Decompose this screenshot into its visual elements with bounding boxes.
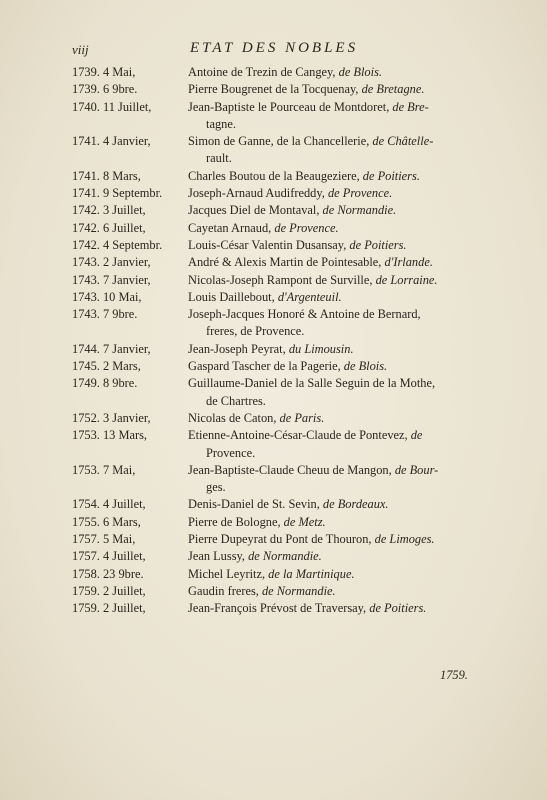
entry-text	[188, 133, 492, 168]
entry-continuation: Provence.	[206, 445, 256, 460]
entry-date: 1759. 2 Juillet,	[72, 583, 146, 598]
list-item	[72, 99, 492, 134]
entry-origin: de Provence.	[274, 220, 339, 235]
entry-date: 1741. 4 Janvier,	[72, 134, 151, 149]
entry-date: 1739. 6 9bre.	[72, 82, 138, 97]
entry-date: 1742. 3 Juillet,	[72, 203, 146, 218]
entry-text	[188, 341, 492, 358]
entry-origin: de Normandie.	[261, 583, 336, 598]
entry-text	[188, 289, 492, 306]
entry-text	[188, 462, 492, 497]
entry-origin: d'Argenteuil.	[277, 289, 342, 304]
entry-date: 1743. 7 9bre.	[72, 307, 138, 322]
entry-text	[188, 583, 492, 600]
entry-date: 1739. 4 Mai,	[72, 65, 136, 79]
entry-origin: de Normandie.	[248, 549, 322, 564]
entry-date: 1758. 23 9bre.	[72, 566, 144, 581]
list-item	[72, 185, 492, 202]
entry-name: Jean-Baptiste le Pourceau de Montdoret,	[188, 99, 393, 114]
page-number: viij	[72, 42, 89, 57]
entry-name: Gaspard Tascher de la Pagerie,	[188, 359, 344, 374]
list-item	[72, 272, 492, 289]
list-item	[72, 514, 492, 531]
entry-name: Louis-César Valentin Dusansay,	[188, 237, 350, 252]
list-item	[72, 254, 492, 271]
entry-name: Guillaume-Daniel de la Salle Seguin de la Mothe,	[188, 376, 436, 391]
catchword: 1759.	[440, 668, 468, 682]
entry-name: André & Alexis Martin de Pointesable,	[188, 255, 385, 270]
entry-origin: de Bour-	[394, 462, 439, 477]
entry-name: Pierre Dupeyrat du Pont de Thouron,	[188, 532, 375, 547]
list-item	[72, 133, 492, 168]
entry-date: 1757. 5 Mai,	[72, 532, 136, 547]
entry-text	[188, 514, 492, 531]
list-item	[72, 81, 492, 98]
entry-origin: de Bordeaux.	[322, 497, 389, 512]
entry-text	[188, 496, 492, 513]
entry-name: Michel Leyritz,	[188, 566, 269, 581]
list-item	[72, 583, 492, 600]
list-item	[72, 306, 492, 341]
entry-name: Simon de Ganne, de la Chancellerie,	[188, 134, 373, 149]
page-header	[72, 40, 472, 60]
entry-origin: de Provence.	[327, 186, 393, 201]
list-item	[72, 341, 492, 358]
entry-origin: de Normandie.	[322, 203, 397, 218]
entry-text	[188, 531, 492, 548]
entry-date: 1742. 4 Septembr.	[72, 237, 163, 252]
entry-continuation: tagne.	[206, 116, 236, 131]
list-item	[72, 462, 492, 497]
entry-text	[188, 306, 492, 341]
entry-origin: de Bretagne.	[361, 82, 425, 97]
entry-date: 1744. 7 Janvier,	[72, 341, 151, 356]
entry-text	[188, 548, 492, 565]
entry-name: Jean-Joseph Peyrat,	[188, 341, 289, 356]
list-item	[72, 427, 492, 462]
entry-name: Antoine de Trezin de Cangey,	[188, 65, 339, 79]
entry-origin: de Limoges.	[374, 532, 435, 547]
entry-name: Nicolas-Joseph Rampont de Surville,	[188, 272, 376, 287]
entry-origin: de Poitiers.	[369, 601, 427, 616]
entry-text	[188, 220, 492, 237]
entry-name: Joseph-Arnaud Audifreddy,	[188, 186, 328, 201]
entry-name: Pierre de Bologne,	[188, 514, 284, 529]
list-item	[72, 410, 492, 427]
entry-name: Charles Boutou de la Beaugeziere,	[188, 168, 363, 183]
entry-date: 1741. 8 Mars,	[72, 168, 141, 183]
entry-date: 1743. 10 Mai,	[72, 289, 142, 304]
list-item	[72, 548, 492, 565]
list-item	[72, 358, 492, 375]
entry-date: 1753. 7 Mai,	[72, 462, 136, 477]
entry-name: Pierre Bougrenet de la Tocquenay,	[188, 82, 362, 97]
entry-name: Cayetan Arnaud,	[188, 220, 275, 235]
entry-name: Nicolas de Caton,	[188, 410, 280, 425]
entry-date: 1755. 6 Mars,	[72, 514, 141, 529]
entry-origin: de Poitiers.	[349, 237, 407, 252]
entry-origin: de Poitiers.	[362, 168, 420, 183]
entry-continuation: ges.	[206, 480, 226, 495]
nobles-list	[72, 64, 492, 618]
entry-text	[188, 600, 492, 617]
entry-date: 1754. 4 Juillet,	[72, 497, 146, 512]
entry-name: Jacques Diel de Montaval,	[188, 203, 323, 218]
entry-date: 1757. 4 Juillet,	[72, 549, 146, 564]
entry-text	[188, 168, 492, 185]
entry-date: 1759. 2 Juillet,	[72, 601, 146, 616]
running-title: ETAT DES NOBLES	[190, 40, 359, 56]
list-item	[72, 202, 492, 219]
entry-text	[188, 427, 492, 462]
entry-date: 1753. 13 Mars,	[72, 428, 148, 443]
entry-text	[188, 81, 492, 98]
entry-name: Jean-Baptiste-Claude Cheuu de Mangon,	[188, 462, 395, 477]
entry-origin: de	[410, 428, 423, 443]
list-item	[72, 237, 492, 254]
entry-text	[188, 566, 492, 583]
entry-text	[188, 410, 492, 427]
entry-continuation: freres, de Provence.	[206, 324, 305, 339]
entry-origin: de Metz.	[283, 514, 326, 529]
entry-date: 1743. 2 Janvier,	[72, 255, 151, 270]
list-item	[72, 289, 492, 306]
list-item	[72, 375, 492, 410]
entry-name: Denis-Daniel de St. Sevin,	[188, 497, 323, 512]
entry-origin: de Paris.	[279, 410, 325, 425]
list-item	[72, 600, 492, 617]
entry-name: Jean Lussy,	[188, 549, 249, 564]
entry-origin: de Blois.	[338, 65, 382, 79]
entry-text	[188, 375, 492, 410]
entry-continuation: de Chartres.	[206, 393, 266, 408]
entry-origin: de Châtelle-	[372, 134, 434, 149]
entry-date: 1742. 6 Juillet,	[72, 220, 146, 235]
entry-name: Gaudin freres,	[188, 583, 262, 598]
entry-name: Joseph-Jacques Honoré & Antoine de Bernard,	[188, 307, 421, 322]
entry-text	[188, 99, 492, 134]
entry-text	[188, 185, 492, 202]
entry-origin: du Limousin.	[288, 341, 354, 356]
entry-date: 1741. 9 Septembr.	[72, 186, 163, 201]
entry-text	[188, 202, 492, 219]
entry-origin: de Lorraine.	[375, 272, 438, 287]
list-item	[72, 531, 492, 548]
entry-origin: d'Irlande.	[384, 255, 433, 270]
entry-date: 1752. 3 Janvier,	[72, 410, 151, 425]
entry-date: 1749. 8 9bre.	[72, 376, 138, 391]
list-item	[72, 168, 492, 185]
entry-origin: de Bre-	[392, 99, 429, 114]
list-item	[72, 64, 492, 81]
list-item	[72, 220, 492, 237]
entry-date: 1743. 7 Janvier,	[72, 272, 151, 287]
entry-name: Etienne-Antoine-César-Claude de Pontevez,	[188, 428, 411, 443]
list-item	[72, 496, 492, 513]
entry-name: Jean-François Prévost de Traversay,	[188, 601, 370, 616]
entry-origin: de Blois.	[343, 359, 388, 374]
list-item	[72, 566, 492, 583]
entry-origin: de la Martinique.	[268, 566, 355, 581]
entry-date: 1745. 2 Mars,	[72, 359, 141, 374]
entry-text	[188, 254, 492, 271]
entry-text	[188, 64, 492, 81]
entry-continuation: rault.	[206, 151, 232, 166]
entry-text	[188, 237, 492, 254]
entry-name: Louis Daillebout,	[188, 289, 278, 304]
entry-date: 1740. 11 Juillet,	[72, 99, 152, 114]
entry-text	[188, 358, 492, 375]
entry-text	[188, 272, 492, 289]
